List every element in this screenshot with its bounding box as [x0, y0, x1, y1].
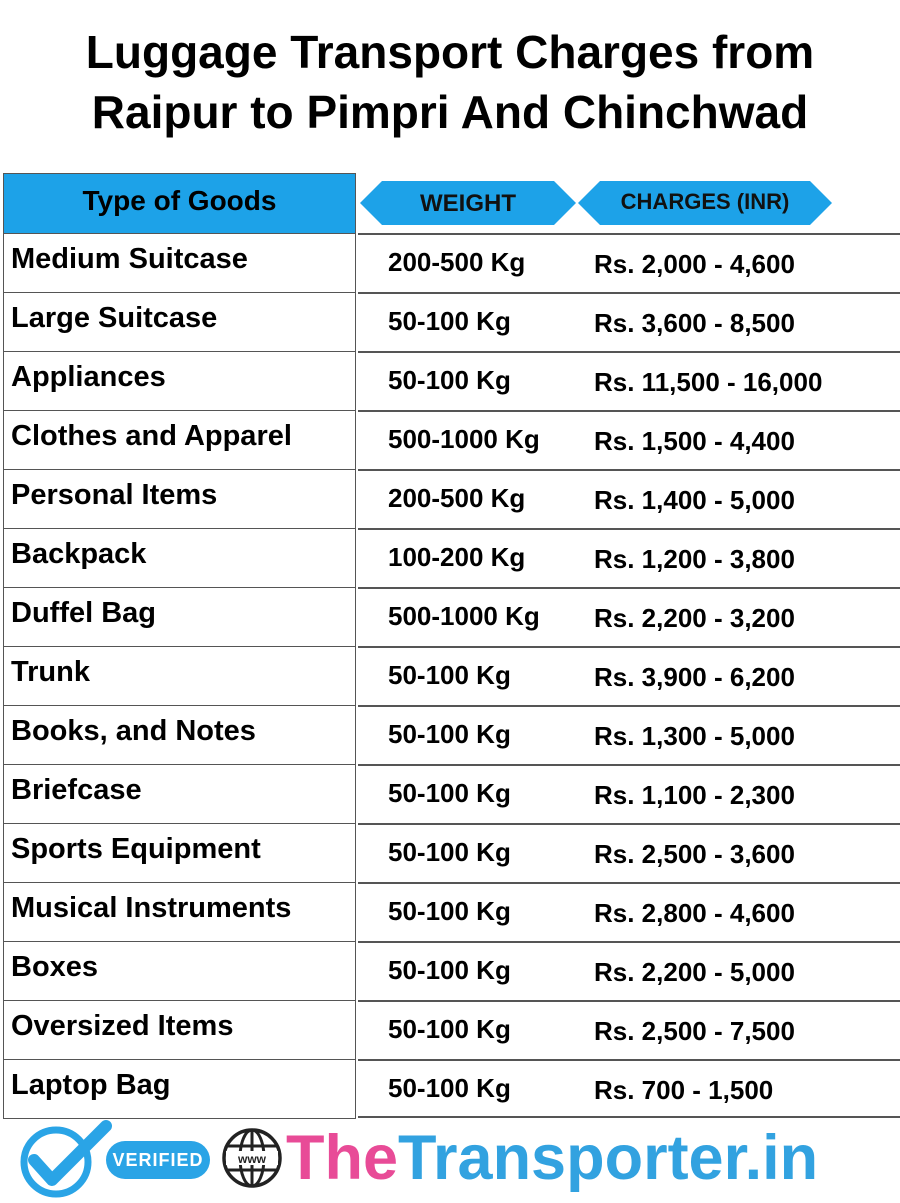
charges-cell: Rs. 2,200 - 5,000	[594, 957, 795, 987]
row-divider	[358, 646, 900, 648]
row-divider	[358, 823, 900, 825]
charges-cell: Rs. 3,600 - 8,500	[594, 308, 795, 338]
weight-cell: 50-100 Kg	[388, 955, 511, 985]
title-line-1: Luggage Transport Charges from	[85, 26, 815, 78]
row-divider	[358, 469, 900, 471]
goods-type-cell: Backpack	[4, 529, 355, 588]
row-divider	[358, 882, 900, 884]
row-divider	[358, 587, 900, 589]
charges-cell: Rs. 1,400 - 5,000	[594, 485, 795, 515]
goods-type-cell: Briefcase	[4, 765, 355, 824]
verified-badge: VERIFIED	[106, 1141, 210, 1179]
goods-type-cell: Books, and Notes	[4, 706, 355, 765]
goods-type-cell: Boxes	[4, 942, 355, 1001]
row-divider	[358, 764, 900, 766]
weight-cell: 50-100 Kg	[388, 306, 511, 336]
goods-type-cell: Sports Equipment	[4, 824, 355, 883]
row-divider	[358, 1059, 900, 1061]
brand-name[interactable]	[286, 1118, 818, 1198]
row-divider	[358, 528, 900, 530]
goods-type-cell: Trunk	[4, 647, 355, 706]
charges-cell: Rs. 2,500 - 7,500	[594, 1016, 795, 1046]
goods-type-cell: Large Suitcase	[4, 293, 355, 352]
charges-cell: Rs. 700 - 1,500	[594, 1075, 774, 1105]
goods-type-cell: Laptop Bag	[11, 1069, 171, 1101]
charges-cell: Rs. 11,500 - 16,000	[594, 367, 823, 397]
weight-cell: 50-100 Kg	[388, 1014, 511, 1044]
weight-header	[360, 181, 576, 225]
charges-cell: Rs. 2,500 - 3,600	[594, 839, 795, 869]
goods-type-cell: Oversized Items	[4, 1001, 355, 1060]
charges-cell: Rs. 3,900 - 6,200	[594, 662, 795, 692]
row-divider	[358, 1000, 900, 1002]
weight-cell: 500-1000 Kg	[388, 601, 540, 631]
charges-cell: Rs. 1,300 - 5,000	[594, 721, 795, 751]
row-divider	[358, 705, 900, 707]
weight-header-label: WEIGHT	[420, 190, 516, 217]
weight-cell: 50-100 Kg	[388, 719, 511, 749]
row-divider	[358, 292, 900, 294]
goods-type-cell: Appliances	[4, 352, 355, 411]
weight-cell: 50-100 Kg	[388, 660, 511, 690]
row-divider	[358, 233, 900, 235]
brand-the: The	[286, 1123, 399, 1193]
weight-cell: 200-500 Kg	[388, 483, 526, 513]
weight-cell: 100-200 Kg	[388, 542, 526, 572]
weight-cell: 50-100 Kg	[388, 778, 511, 808]
weight-cell: 50-100 Kg	[388, 365, 511, 395]
brand-domain: Transporter.in	[398, 1123, 819, 1193]
weight-cell: 50-100 Kg	[388, 837, 511, 867]
charges-cell: Rs. 2,000 - 4,600	[594, 249, 795, 279]
charges-cell: Rs. 1,100 - 2,300	[594, 780, 795, 810]
charges-cell: Rs. 2,800 - 4,600	[594, 898, 795, 928]
weight-cell: 500-1000 Kg	[388, 424, 540, 454]
charges-cell: Rs. 2,200 - 3,200	[594, 603, 795, 633]
page-title	[0, 22, 900, 142]
row-divider	[358, 941, 900, 943]
charges-header	[578, 181, 832, 225]
type-of-goods-header: Type of Goods	[4, 174, 355, 234]
goods-type-column	[3, 173, 356, 1119]
weight-cell: 200-500 Kg	[388, 247, 526, 277]
check-badge-icon	[14, 1120, 114, 1203]
goods-type-cell: Duffel Bag	[4, 588, 355, 647]
globe-icon	[220, 1126, 284, 1195]
goods-type-cell: Personal Items	[4, 470, 355, 529]
charges-cell: Rs. 1,500 - 4,400	[594, 426, 795, 456]
title-line-2: Raipur to Pimpri And Chinchwad	[91, 86, 809, 138]
goods-type-cell: Musical Instruments	[4, 883, 355, 942]
goods-type-cell: Clothes and Apparel	[4, 411, 355, 470]
charges-cell: Rs. 1,200 - 3,800	[594, 544, 795, 574]
row-divider	[358, 351, 900, 353]
weight-cell: 50-100 Kg	[388, 896, 511, 926]
globe-www-text: www	[237, 1152, 267, 1166]
goods-type-cell: Medium Suitcase	[4, 234, 355, 293]
charges-header-label: CHARGES (INR)	[620, 189, 790, 214]
row-divider	[358, 410, 900, 412]
weight-cell: 50-100 Kg	[388, 1073, 511, 1103]
